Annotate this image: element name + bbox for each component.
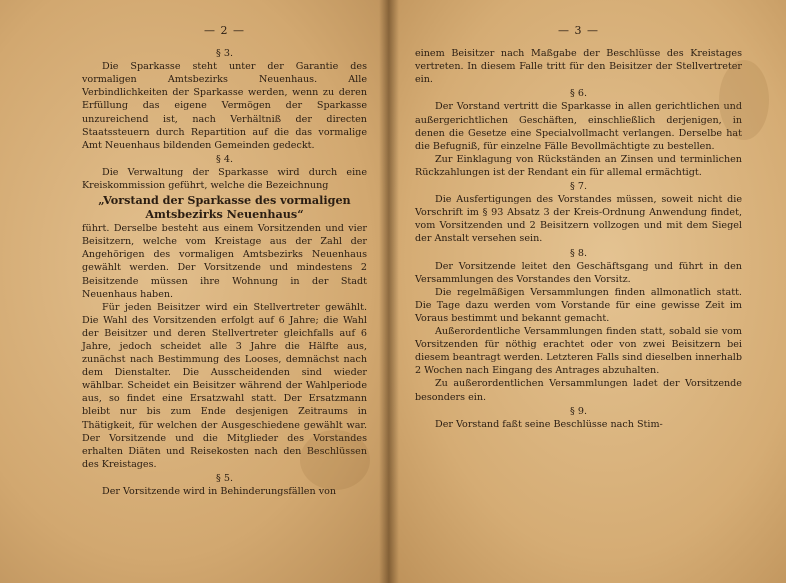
paragraph: Die Sparkasse steht unter der Garantie des vormaligen Amtsbezirks Neuenhaus. Alle Verbindlichkeiten der Sparkasse werden, wenn zu deren Erfüllung das eigene Vermögen der Sparkasse unzureichend ist, nach Verhältniß der directen Staatssteuern durch Repartition auf die das vormalige Amt Neuenhaus bildenden Gemeinden gedeckt. — [82, 61, 367, 151]
paragraph: Die Ausfertigungen des Vorstandes müssen, soweit nicht die Vorschrift im § 93 Absatz 3 der Kreis-Ordnung Anwendung findet, vom Vorsitzenden und 2 Beisitzern vollzogen und mit dem Siegel der Anstalt versehen sein. — [415, 194, 742, 245]
paragraph: Der Vorsitzende wird in Behinderungsfällen von — [102, 486, 337, 497]
paragraph: Für jeden Beisitzer wird ein Stellvertreter gewählt. Die Wahl des Vorsitzenden erfolgt auf 6 Jahre; die Wahl der Beisitzer und deren Stellvertreter gleichfalls auf 6 Jahre, jedoch scheidet alle 3 Jahre die Hälfte aus, zunächst nach Bestimmung des Looses, demnächst nach dem Dienstalter. Die Ausscheidenden sind wieder wählbar. Scheidet ein Beisitzer während der Wahlperiode aus, so findet eine Ersatzwahl statt. Der Ersatzmann bleibt nur bis zum Ende desjenigen Zeitraums in Thätigkeit, für welchen der Ausgeschiedene gewählt war. Der Vorsitzende und die Mitglieder des Vorstandes erhalten Diäten und Reisekosten nach den Beschlüssen des Kreistages. — [82, 301, 367, 470]
paragraph: Außerordentliche Versammlungen finden statt, sobald sie vom Vorsitzenden für nöthig erachtet oder von zwei Beisitzern bei diesem beantragt werden. Letzteren Falls sind dieselben innerhalb 2 Wochen nach Eingang des Antrages abzuhalten. — [415, 326, 742, 377]
paragraph: einem Beisitzer nach Maßgabe der Beschlüsse des Kreistages vertreten. In diesem Falle tritt für den Beisitzer der Stellvertreter ein. — [415, 48, 742, 86]
paragraph: führt. Derselbe besteht aus einem Vorsitzenden und vier Beisitzern, welche vom Kreistage aus der Zahl der Angehörigen des vormaligen Amtsbezirks Neuenhaus gewählt werden. Der Vorsitzende und mindestens 2 Beisitzende müssen ihre Wohnung in der Stadt Neuenhaus haben. — [82, 223, 367, 300]
right-page — [389, 0, 786, 583]
paragraph: Zu außerordentlichen Versammlungen ladet der Vorsitzende besonders ein. — [415, 378, 742, 403]
section-heading: § 8. — [570, 247, 587, 259]
paragraph: Zur Einklagung von Rückständen an Zinsen und terminlichen Rückzahlungen ist der Rendant ein für allemal ermächtigt. — [415, 153, 742, 178]
paragraph: Die regelmäßigen Versammlungen finden allmonatlich statt. Die Tage dazu werden vom Vorstande für eine gewisse Zeit im Voraus bestimmt und bekannt gemacht. — [415, 286, 742, 324]
page-number-right: — 3 — — [558, 24, 599, 37]
section-heading: § 5. — [216, 472, 233, 484]
paragraph: Der Vorstand vertritt die Sparkasse in allen gerichtlichen und außergerichtlichen Geschäften, einschließlich derjenigen, in denen die Gesetze eine Specialvollmacht verlangen. Derselbe hat die Befugniß, für einzelne Fälle Bevollmächtigte zu bestellen. — [415, 101, 742, 152]
gutter-shadow-right — [389, 0, 399, 583]
designation-title: „Vorstand der Sparkasse des vormaligen Amtsbezirks Neuenhaus“ — [98, 193, 351, 222]
section-heading: § 4. — [216, 153, 233, 165]
right-page-body — [415, 47, 742, 431]
paper-stain — [719, 60, 769, 140]
page-number-left: — 2 — — [204, 24, 245, 37]
paragraph: Die Verwaltung der Sparkasse wird durch eine Kreiskommission geführt, welche die Bezeichnung — [82, 166, 367, 192]
left-page — [0, 0, 389, 583]
section-heading: § 6. — [570, 88, 587, 100]
section-heading: § 3. — [216, 48, 233, 60]
paragraph: Der Vorsitzende leitet den Geschäftsgang und führt in den Versammlungen des Vorstandes den Vorsitz. — [415, 260, 742, 285]
section-heading: § 7. — [570, 181, 587, 193]
paper-stain — [300, 430, 370, 490]
section-heading: § 9. — [570, 405, 587, 417]
gutter-shadow-left — [379, 0, 389, 583]
paragraph: Der Vorstand faßt seine Beschlüsse nach Stim- — [435, 418, 663, 430]
